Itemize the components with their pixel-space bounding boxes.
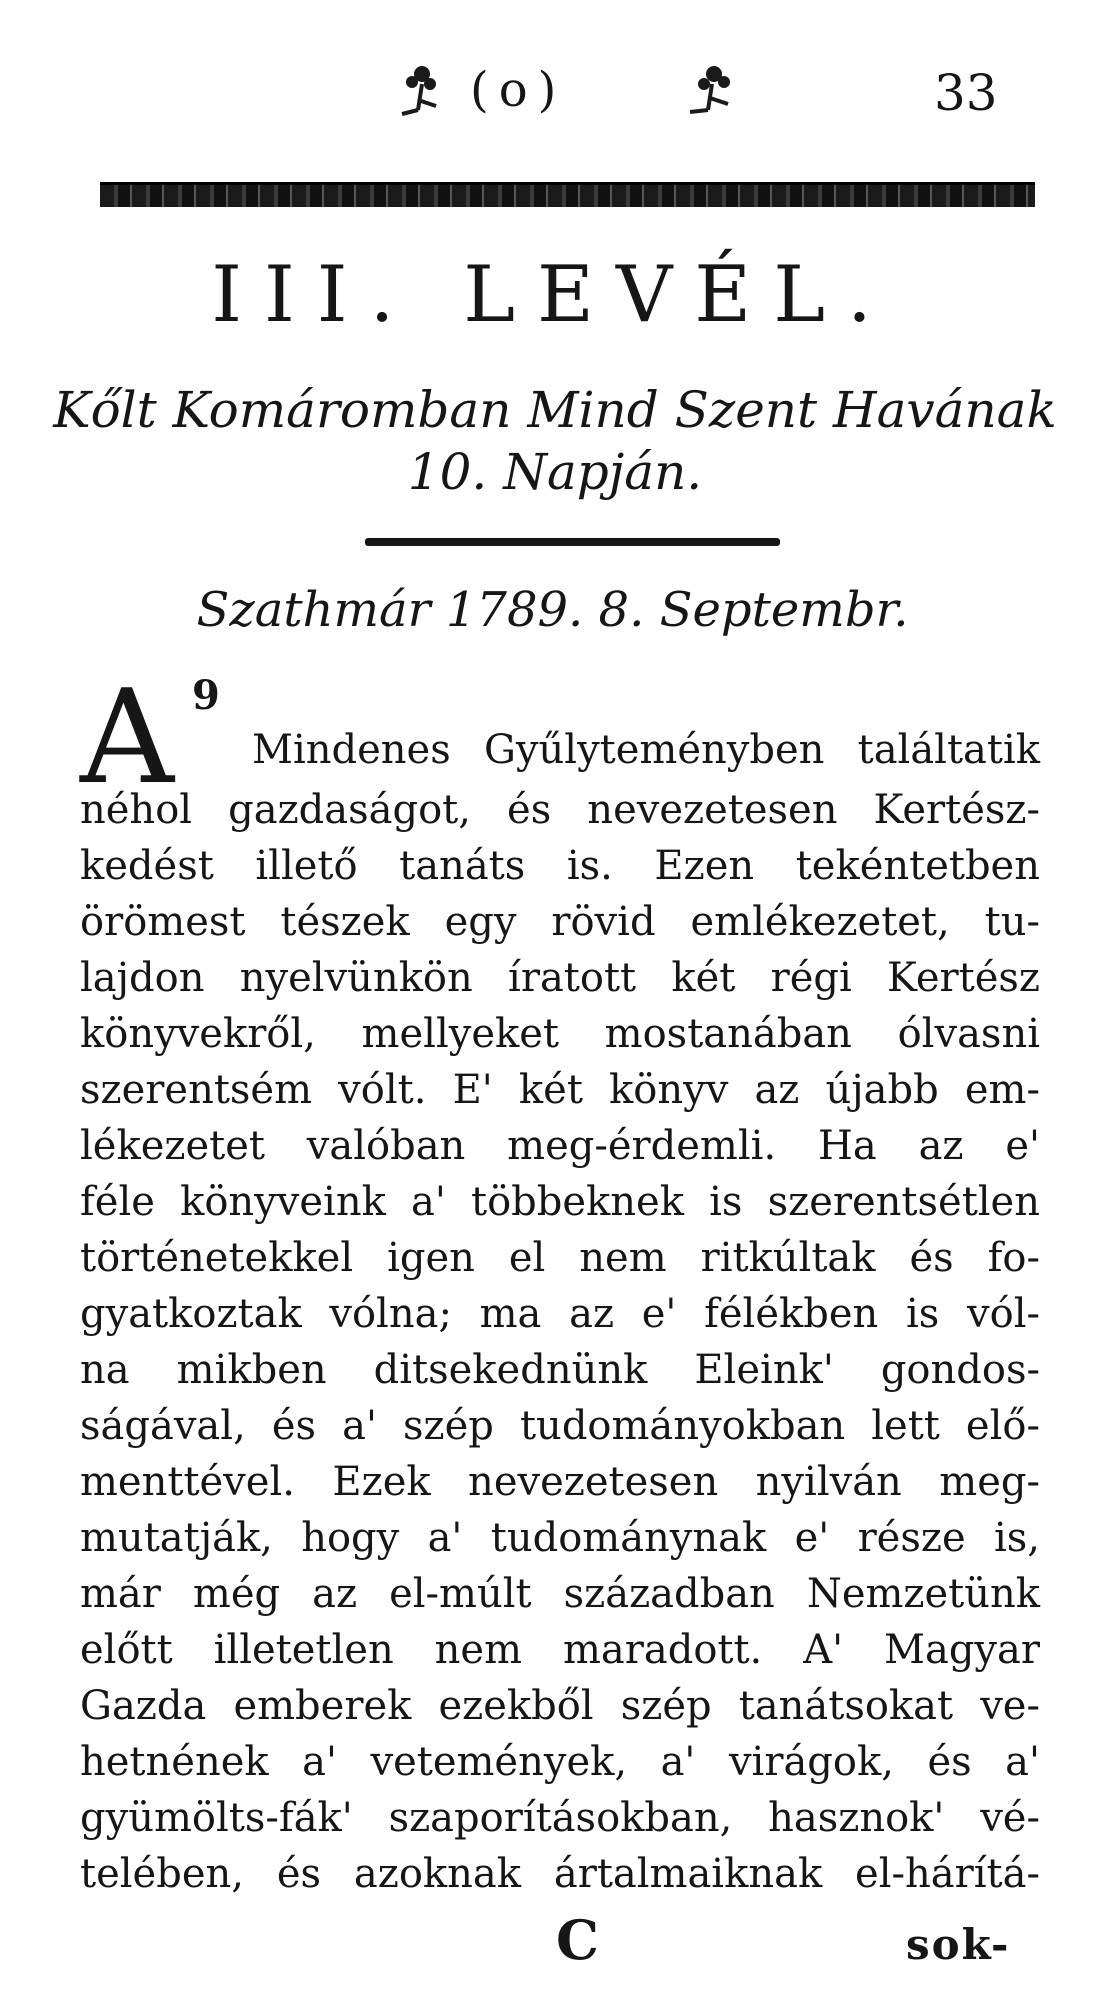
body-line: könyvekről, mellyeket mostanában ólvasni	[80, 1011, 1040, 1057]
catchword: sok-	[906, 1920, 1011, 1969]
page-number: 33	[934, 64, 998, 122]
signature-mark-footer: C	[556, 1908, 599, 1972]
body-line: örömest tészek egy rövid emlékezetet, tu-	[80, 899, 1040, 945]
body-line: előtt illetetlen nem maradott. A' Magyar	[80, 1627, 1040, 1673]
section-divider	[365, 538, 780, 546]
body-line: néhol gazdaságot, és nevezetesen Kertész-	[80, 787, 1040, 833]
body-line: Mindenes Gyűlyteményben találtatik	[252, 727, 1040, 773]
flower-ornament-icon	[680, 60, 738, 118]
body-line: gyatkoztak vólna; ma az e' félékben is vól-	[80, 1291, 1040, 1337]
body-line: gyümölts-fák' szaporításokban, hasznok' vé-	[80, 1795, 1040, 1841]
body-line: féle könyveink a' többeknek is szerentsétlen	[80, 1179, 1040, 1225]
body-line: menttével. Ezek nevezetesen nyilván meg-	[80, 1459, 1040, 1505]
body-line: na mikben ditsekednünk Eleink' gondos-	[80, 1347, 1040, 1393]
signature-mark: (o)	[470, 62, 567, 118]
body-line: lékezetet valóban meg-érdemli. Ha az e'	[80, 1123, 1040, 1169]
body-line: ságával, és a' szép tudományokban lett elő-	[80, 1403, 1040, 1449]
body-line: lajdon nyelvünkön íratott két régi Kertész	[80, 955, 1040, 1001]
body-line: mutatják, hogy a' tudománynak e' része is,	[80, 1515, 1040, 1561]
body-line: szerentsém vólt. E' két könyv az újabb em-	[80, 1067, 1040, 1113]
body-line: már még az el-múlt században Nemzetünk	[80, 1571, 1040, 1617]
body-line: Gazda emberek ezekből szép tanátsokat ve-	[80, 1683, 1040, 1729]
flower-ornament-icon	[392, 60, 450, 118]
drop-cap: A	[80, 661, 174, 813]
dateline: Szathmár 1789. 8. Septembr.	[196, 582, 909, 638]
header-rule	[100, 182, 1035, 207]
subtitle-line-1: Kőlt Komáromban Mind Szent Havának	[53, 381, 1057, 439]
running-header	[0, 52, 1105, 142]
body-line: hetnének a' vetemények, a' virágok, és a'	[80, 1739, 1040, 1785]
footnote-marker: 9	[192, 672, 220, 719]
body-line: történetekkel igen el nem ritkúltak és fo-	[80, 1235, 1040, 1281]
body-line: kedést illető tanáts is. Ezen tekéntetben	[80, 843, 1040, 889]
body-line: telében, és azoknak ártalmaiknak el-hárítá-	[80, 1851, 1040, 1897]
subtitle-line-2: 10. Napján.	[407, 443, 703, 501]
letter-title: III. LEVÉL.	[211, 250, 894, 340]
